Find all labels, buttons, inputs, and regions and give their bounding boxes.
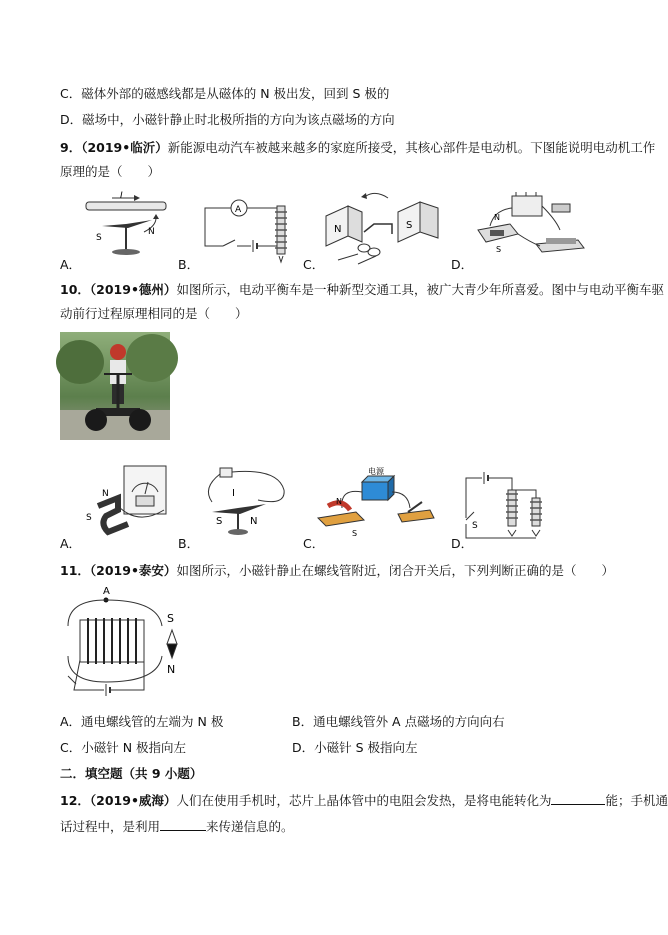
q10-label-d: D． [451, 536, 474, 551]
q12-blank-1[interactable] [551, 792, 605, 805]
q11-source: （2019•泰安） [89, 563, 177, 578]
q11-needle-n-label: N [167, 663, 176, 676]
q9-source: （2019•临沂） [81, 140, 168, 155]
q10-stem-line1 [60, 282, 664, 298]
q11-text: 如图所示，小磁针静止在螺线管附近，闭合开关后，下列判断正确的是（ ） [176, 563, 614, 578]
q12-line1 [60, 792, 668, 809]
q9-stem-line1 [60, 140, 655, 156]
q9-text: 新能源电动汽车被越来越多的家庭所接受，其核心部件是电动机。下图能说明电动机工作 [167, 140, 656, 155]
q11-figure-solenoid [58, 584, 208, 706]
q11-stem [60, 563, 614, 579]
q10-number: 10． [60, 282, 90, 297]
q9-label-d: D． [451, 257, 474, 272]
q9-c-s-label: S [406, 220, 413, 231]
q10-b-s-label: S [216, 516, 223, 527]
q10-b-current-label: I [232, 488, 235, 499]
q12-text-d: 来传递信息的。 [206, 819, 294, 834]
q10-c-power-label: 电源 [368, 467, 384, 476]
q11-option-b: B．通电螺线管外 A 点磁场的方向向右 [292, 714, 505, 729]
q12-text-b: 能；手机通 [605, 793, 668, 808]
q8-option-c: C．磁体外部的磁感线都是从磁体的 N 极出发，回到 S 极的 [60, 86, 390, 101]
q9-d-s-label: S [496, 245, 502, 254]
q12-line2 [60, 818, 294, 835]
q11-option-c: C．小磁针 N 极指向左 [60, 740, 187, 755]
q10-b-n-label: N [250, 516, 258, 527]
q10-a-n-label: N [102, 489, 109, 499]
q9-figure-c-generator [318, 188, 448, 268]
q12-source: （2019•威海） [89, 793, 177, 808]
q10-label-b: B． [178, 536, 200, 551]
q10-d-switch-label: S [472, 521, 478, 531]
q10-a-s-label: S [86, 513, 92, 523]
q10-label-a: A． [60, 536, 82, 551]
q9-a-n-label: N [148, 227, 155, 237]
q11-point-a-label: A [103, 586, 110, 597]
section-heading-fill-in: 二．填空题（共 9 小题） [60, 766, 203, 781]
q12-text-c: 话过程中，是利用 [60, 819, 161, 834]
q12-number: 12． [60, 793, 90, 808]
q9-label-a: A． [60, 257, 82, 272]
q10-figure-d-electromagnets [456, 468, 556, 548]
q9-label-b: B． [178, 257, 200, 272]
q9-figure-b-electromagnet [195, 198, 295, 268]
q10-c-s-label: S [352, 529, 358, 538]
q11-needle-s-label: S [167, 612, 174, 625]
q10-figure-b-oersted [198, 462, 298, 542]
q11-number: 11． [60, 563, 90, 578]
q9-a-s-label: S [96, 233, 102, 243]
q10-stem-line2: 动前行过程原理相同的是（ ） [60, 306, 248, 321]
q10-c-n-label: N [336, 497, 342, 506]
q12-text-a: 人们在使用手机时，芯片上晶体管中的电阻会发热，是将电能转化为 [176, 793, 552, 808]
q12-blank-2[interactable] [160, 818, 206, 831]
q9-a-current-label: I [120, 191, 123, 201]
q9-c-n-label: N [334, 224, 342, 235]
q9-b-ammeter-label: A [235, 205, 242, 215]
q11-option-a: A．通电螺线管的左端为 N 极 [60, 714, 224, 729]
q10-text: 如图所示，电动平衡车是一种新型交通工具，被广大青少年所喜爱。图中与电动平衡车驱 [176, 282, 664, 297]
q10-source: （2019•德州） [89, 282, 177, 297]
q10-balance-scooter-photo [60, 332, 170, 440]
q10-figure-a-galvanometer [78, 462, 178, 544]
q8-option-d: D．磁场中，小磁针静止时北极所指的方向为该点磁场的方向 [60, 112, 395, 127]
q11-option-d: D．小磁针 S 极指向左 [292, 740, 418, 755]
q9-number: 9． [60, 140, 82, 155]
q9-d-n-label: N [494, 213, 500, 222]
q10-label-c: C． [303, 536, 325, 551]
q10-figure-c-motor-rails [312, 462, 437, 542]
q9-stem-line2: 原理的是（ ） [60, 164, 161, 179]
q9-figure-a-oersted [82, 192, 182, 264]
q9-label-c: C． [303, 257, 325, 272]
q9-figure-d-apparatus [470, 190, 590, 270]
